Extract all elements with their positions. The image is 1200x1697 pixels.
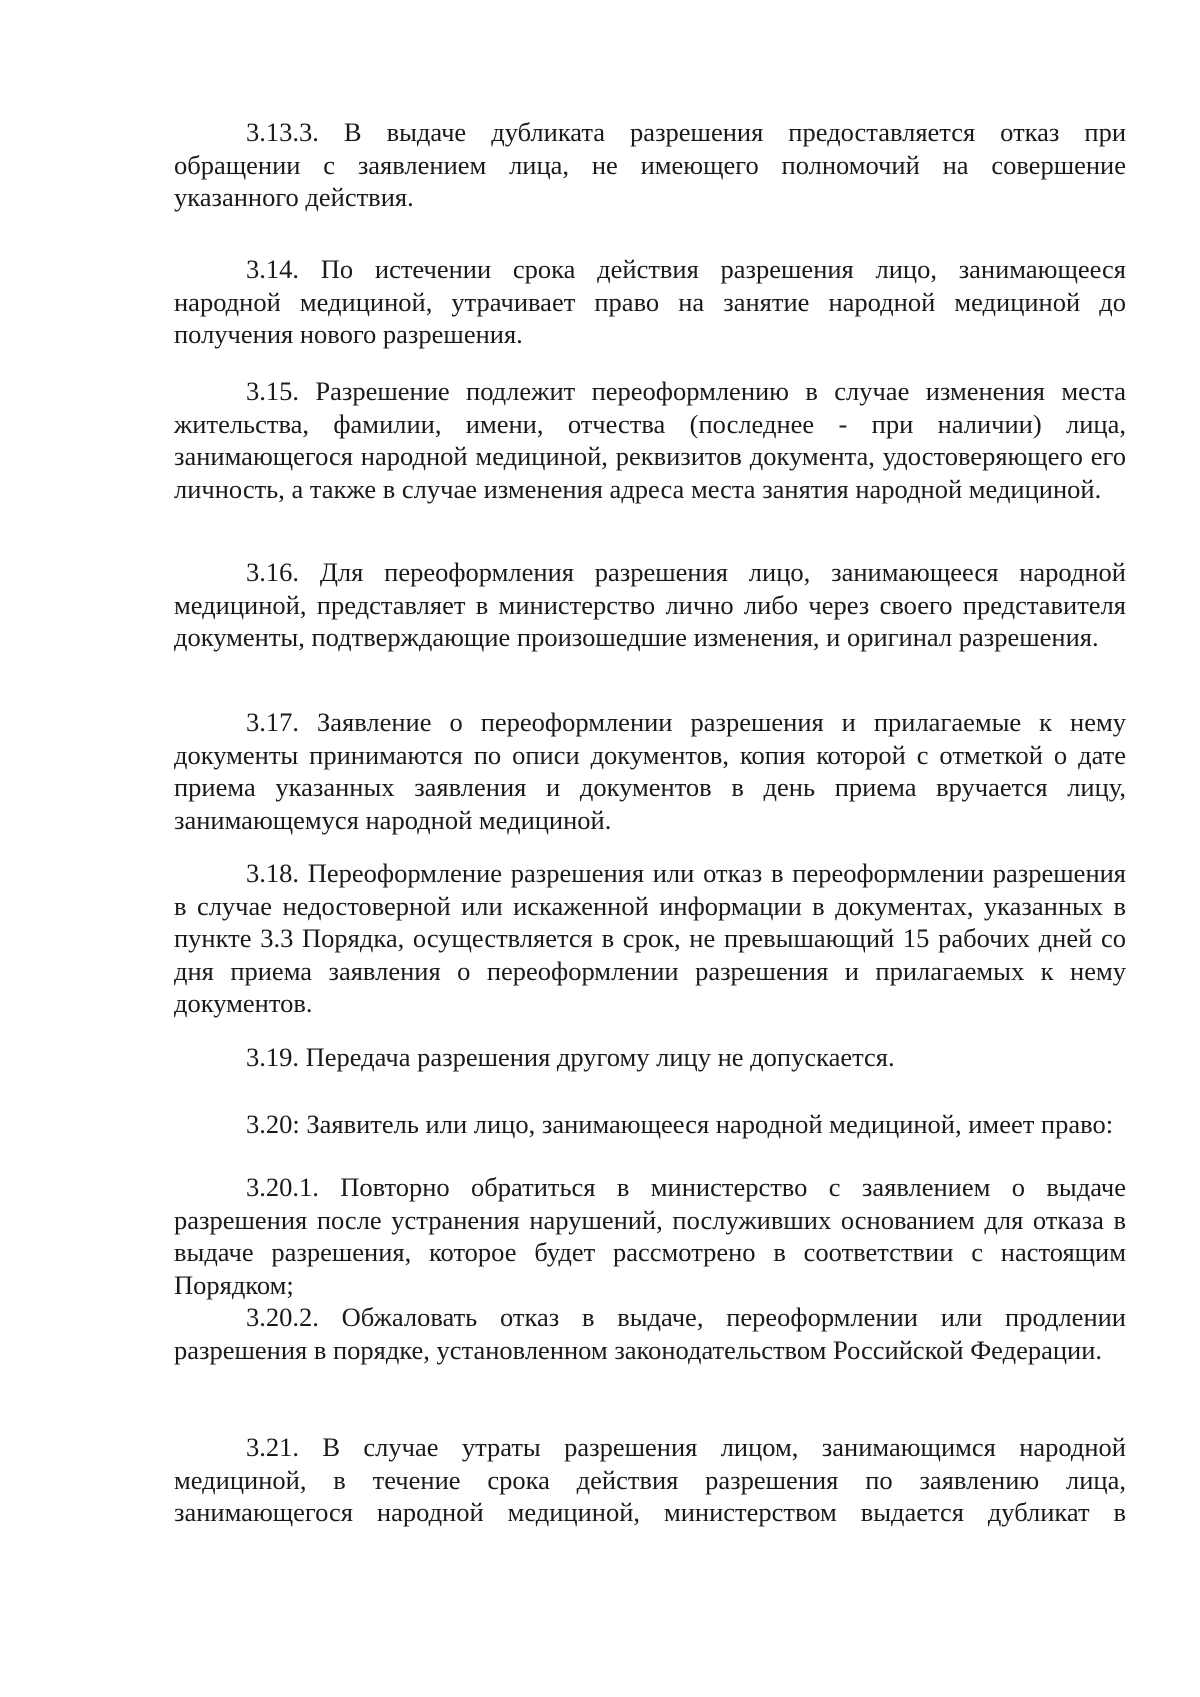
- paragraph-3-17: 3.17. Заявление о переоформлении разрешения и прилагаемые к нему документы принимаются по описи документов, копия которой с отметкой о дате приема указанных заявления и документов в день приема вручается лицу, занимающемуся народной медициной.: [174, 707, 1126, 835]
- paragraph-3-20: 3.20: Заявитель или лицо, занимающееся народной медициной, имеет право:: [246, 1109, 1114, 1139]
- paragraph-3-13-3: 3.13.3. В выдаче дубликата разрешения предоставляется отказ при обращении с заявлением лица, не имеющего полномочий на совершение указанного действия.: [174, 117, 1126, 212]
- paragraph-3-16: 3.16. Для переоформления разрешения лицо, занимающееся народной медициной, представляет в министерство лично либо через своего представителя документы, подтверждающие произошедшие изменения, и оригинал разрешения.: [174, 557, 1126, 652]
- paragraph-3-15: 3.15. Разрешение подлежит переоформлению в случае изменения места жительства, фамилии, имени, отчества (последнее - при наличии) лица, занимающегося народной медициной, реквизитов документа, удостоверяющего его личность, а также в случае изменения адреса места занятия народной медициной.: [174, 376, 1126, 504]
- paragraph-3-18: 3.18. Переоформление разрешения или отказ в переоформлении разрешения в случае недостоверной или искаженной информации в документах, указанных в пункте 3.3 Порядка, осуществляется в срок, не превышающий 15 рабочих дней со дня приема заявления о переоформлении разрешения и прилагаемых к нему документов.: [174, 858, 1126, 1018]
- paragraph-3-21: 3.21. В случае утраты разрешения лицом, занимающимся народной медициной, в течение срока действия разрешения по заявлению лица, занимающегося народной медициной, министерством выдается дубликат в: [174, 1432, 1126, 1527]
- paragraph-3-14: 3.14. По истечении срока действия разрешения лицо, занимающееся народной медициной, утрачивает право на занятие народной медициной до получения нового разрешения.: [174, 254, 1126, 349]
- paragraph-3-20-2: 3.20.2. Обжаловать отказ в выдаче, переоформлении или продлении разрешения в порядке, установленном законодательством Российской Федерации.: [174, 1302, 1126, 1365]
- paragraph-3-20-1: 3.20.1. Повторно обратиться в министерство с заявлением о выдаче разрешения после устранения нарушений, послуживших основанием для отказа в выдаче разрешения, которое будет рассмотрено в соответствии с настоящим Порядком;: [174, 1172, 1126, 1300]
- paragraph-3-19: 3.19. Передача разрешения другому лицу не допускается.: [246, 1042, 895, 1072]
